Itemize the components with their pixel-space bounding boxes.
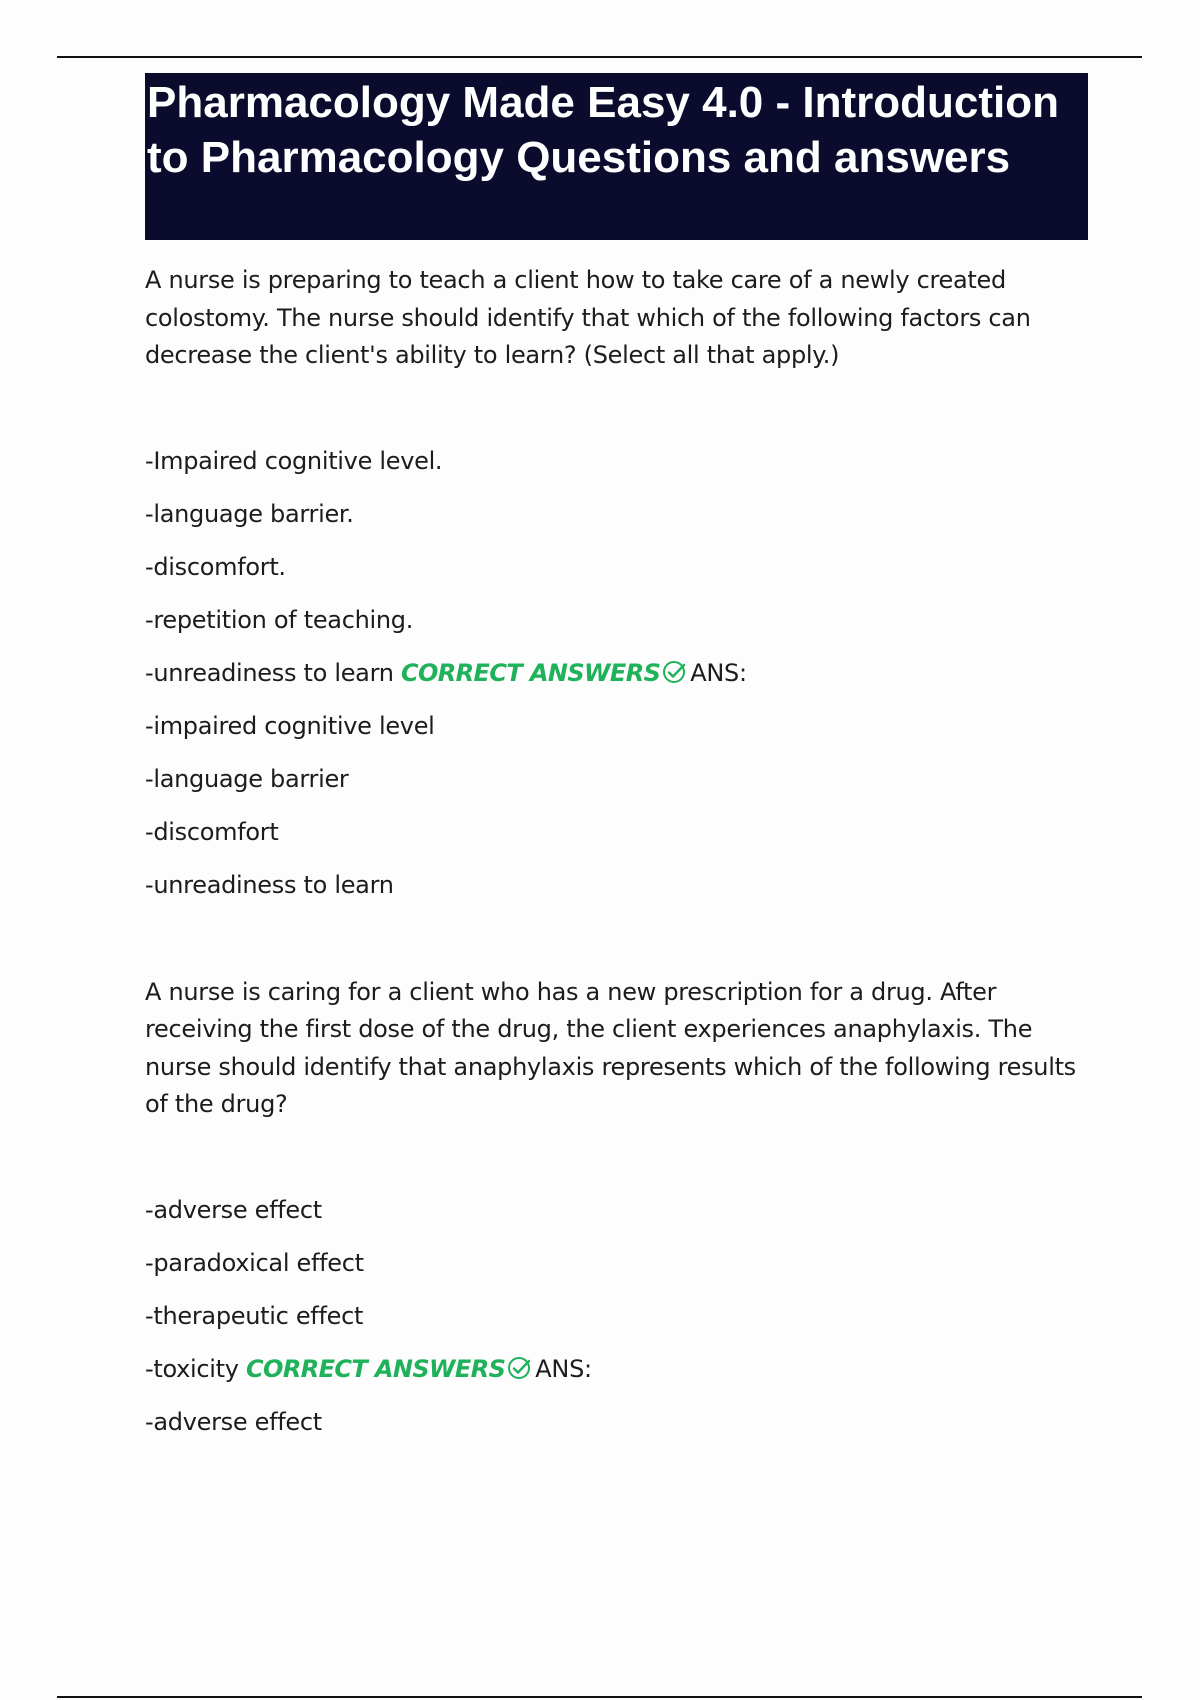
q2-option: -adverse effect <box>145 1195 322 1224</box>
q1-answer: -language barrier <box>145 764 349 793</box>
q1-option: -language barrier. <box>145 499 354 528</box>
check-circle-icon <box>662 659 688 685</box>
q1-option: -repetition of teaching. <box>145 605 414 634</box>
correct-answers-label: CORRECT ANSWERS <box>400 658 661 687</box>
q1-answer: -discomfort <box>145 817 279 846</box>
correct-answers-label: CORRECT ANSWERS <box>246 1354 506 1383</box>
title-banner <box>145 73 1088 240</box>
bottom-divider <box>57 1696 1142 1698</box>
question-1-text: A nurse is preparing to teach a client how to take care of a newly created colostomy. The nurse should identify that which of the following factors can decrease the client's ability to learn? (Select all that apply.) <box>145 266 1031 369</box>
q1-last-option: -unreadiness to learn <box>145 658 401 687</box>
q1-option: -discomfort. <box>145 552 286 581</box>
q2-last-option: -toxicity <box>145 1354 246 1383</box>
ans-label: ANS: <box>690 658 747 687</box>
q2-option-with-answer-marker <box>145 1351 1085 1404</box>
q2-option: -therapeutic effect <box>145 1301 364 1330</box>
check-circle-icon <box>507 1355 533 1381</box>
document-body <box>145 262 1085 1457</box>
q2-answer: -adverse effect <box>145 1407 322 1436</box>
q1-option: -Impaired cognitive level. <box>145 446 443 475</box>
document-title: Pharmacology Made Easy 4.0 - Introduction to Pharmacology Questions and answers <box>147 78 1059 182</box>
q1-answer: -unreadiness to learn <box>145 870 394 899</box>
ans-label: ANS: <box>535 1354 592 1383</box>
q1-option-with-answer-marker <box>145 655 1085 708</box>
q1-answer: -impaired cognitive level <box>145 711 435 740</box>
question-2-text: A nurse is caring for a client who has a new prescription for a drug. After receiving the first dose of the drug, the client experiences anaphylaxis. The nurse should identify that anaphylaxis represents which of the following results of the drug? <box>145 977 1076 1118</box>
top-divider <box>57 56 1142 58</box>
q2-option: -paradoxical effect <box>145 1248 364 1277</box>
